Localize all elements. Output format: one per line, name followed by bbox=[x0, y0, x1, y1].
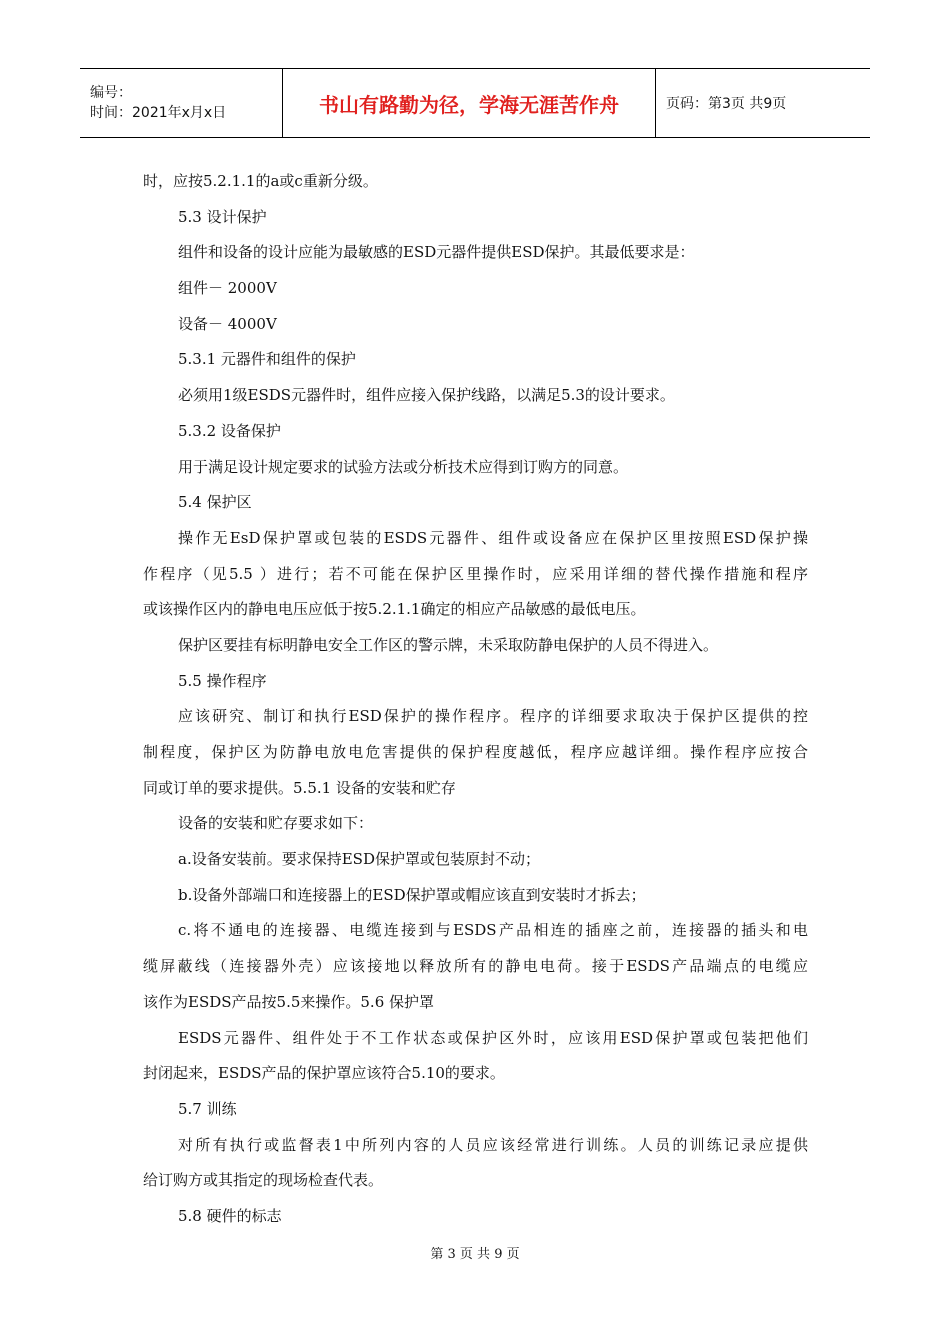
text-line: 时，应按5.2.1.1的a或c重新分级。 bbox=[143, 172, 378, 190]
section-heading: 5.4 保护区 bbox=[178, 493, 252, 512]
text-line: 缆屏蔽线（连接器外壳）应该接地以释放所有的静电电荷。接于ESDS产品端点的电缆应 bbox=[143, 957, 808, 976]
text-line: 用于满足设计规定要求的试验方法或分析技术应得到订购方的同意。 bbox=[178, 457, 629, 476]
section-heading: 5.3.2 设备保护 bbox=[178, 421, 281, 440]
text-line: 或该操作区内的静电电压应低于按5.2.1.1确定的相应产品敏感的最低电压。 bbox=[143, 600, 646, 619]
page-footer: 第 3 页 共 9 页 bbox=[430, 1247, 520, 1262]
text-line: 对所有执行或监督表1中所列内容的人员应该经常进行训练。人员的训练记录应提供 bbox=[178, 1135, 808, 1154]
text-line: 同或订单的要求提供。5.5.1 设备的安装和贮存 bbox=[143, 778, 456, 797]
text-line: 该作为ESDS产品按5.5来操作。5.6 保护罩 bbox=[143, 992, 435, 1011]
header-number-label: 编号： bbox=[90, 85, 132, 101]
text-line: 必须用1级ESDS元器件时，组件应接入保护线路，以满足5.3的设计要求。 bbox=[178, 386, 675, 405]
list-item: c.将不通电的连接器、电缆连接到与ESDS产品相连的插座之前，连接器的插头和电 bbox=[178, 921, 808, 940]
page-header bbox=[80, 68, 870, 138]
text-line: 组件和设备的设计应能为最敏感的ESD元器件提供ESD保护。其最低要求是： bbox=[178, 243, 695, 262]
section-heading: 5.7 训练 bbox=[178, 1099, 237, 1118]
section-heading: 5.3.1 元器件和组件的保护 bbox=[178, 350, 356, 369]
text-line: 组件－ 2000V bbox=[178, 279, 277, 298]
text-line: 设备的安装和贮存要求如下： bbox=[178, 814, 374, 833]
text-line: 制程度，保护区为防静电放电危害提供的保护程度越低，程序应越详细。操作程序应按合 bbox=[143, 743, 808, 761]
section-heading: 5.8 硬件的标志 bbox=[178, 1206, 282, 1225]
text-line: 设备－ 4000V bbox=[178, 314, 277, 333]
text-line: 操作无EsD保护罩或包装的ESDS元器件、组件或设备应在保护区里按照ESD保护操 bbox=[178, 528, 808, 547]
text-line: 保护区要挂有标明静电安全工作区的警示牌，未采取防静电保护的人员不得进入。 bbox=[178, 635, 719, 654]
header-motto: 书山有路勤为径，学海无涯苦作舟 bbox=[283, 69, 656, 137]
header-page-info: 页码：第3页 共9页 bbox=[666, 96, 787, 112]
document-body bbox=[143, 164, 808, 1235]
header-date: 时间：2021年x月x日 bbox=[90, 105, 227, 121]
section-heading: 5.5 操作程序 bbox=[178, 671, 267, 690]
text-line: 应该研究、制订和执行ESD保护的操作程序。程序的详细要求取决于保护区提供的控 bbox=[178, 707, 808, 726]
section-heading: 5.3 设计保护 bbox=[178, 207, 267, 226]
text-line: ESDS元器件、组件处于不工作状态或保护区外时，应该用ESD保护罩或包装把他们 bbox=[178, 1028, 808, 1047]
text-line: 封闭起来，ESDS产品的保护罩应该符合5.10的要求。 bbox=[143, 1064, 505, 1083]
text-line: 作程序（见5.5 ）进行；若不可能在保护区里操作时，应采用详细的替代操作措施和程序 bbox=[143, 564, 808, 583]
text-line: 给订购方或其指定的现场检查代表。 bbox=[143, 1171, 384, 1190]
list-item: a.设备安装前。要求保持ESD保护罩或包装原封不动； bbox=[178, 850, 540, 869]
list-item: b.设备外部端口和连接器上的ESD保护罩或帽应该直到安装时才拆去； bbox=[178, 885, 646, 904]
header-meta bbox=[80, 69, 283, 137]
